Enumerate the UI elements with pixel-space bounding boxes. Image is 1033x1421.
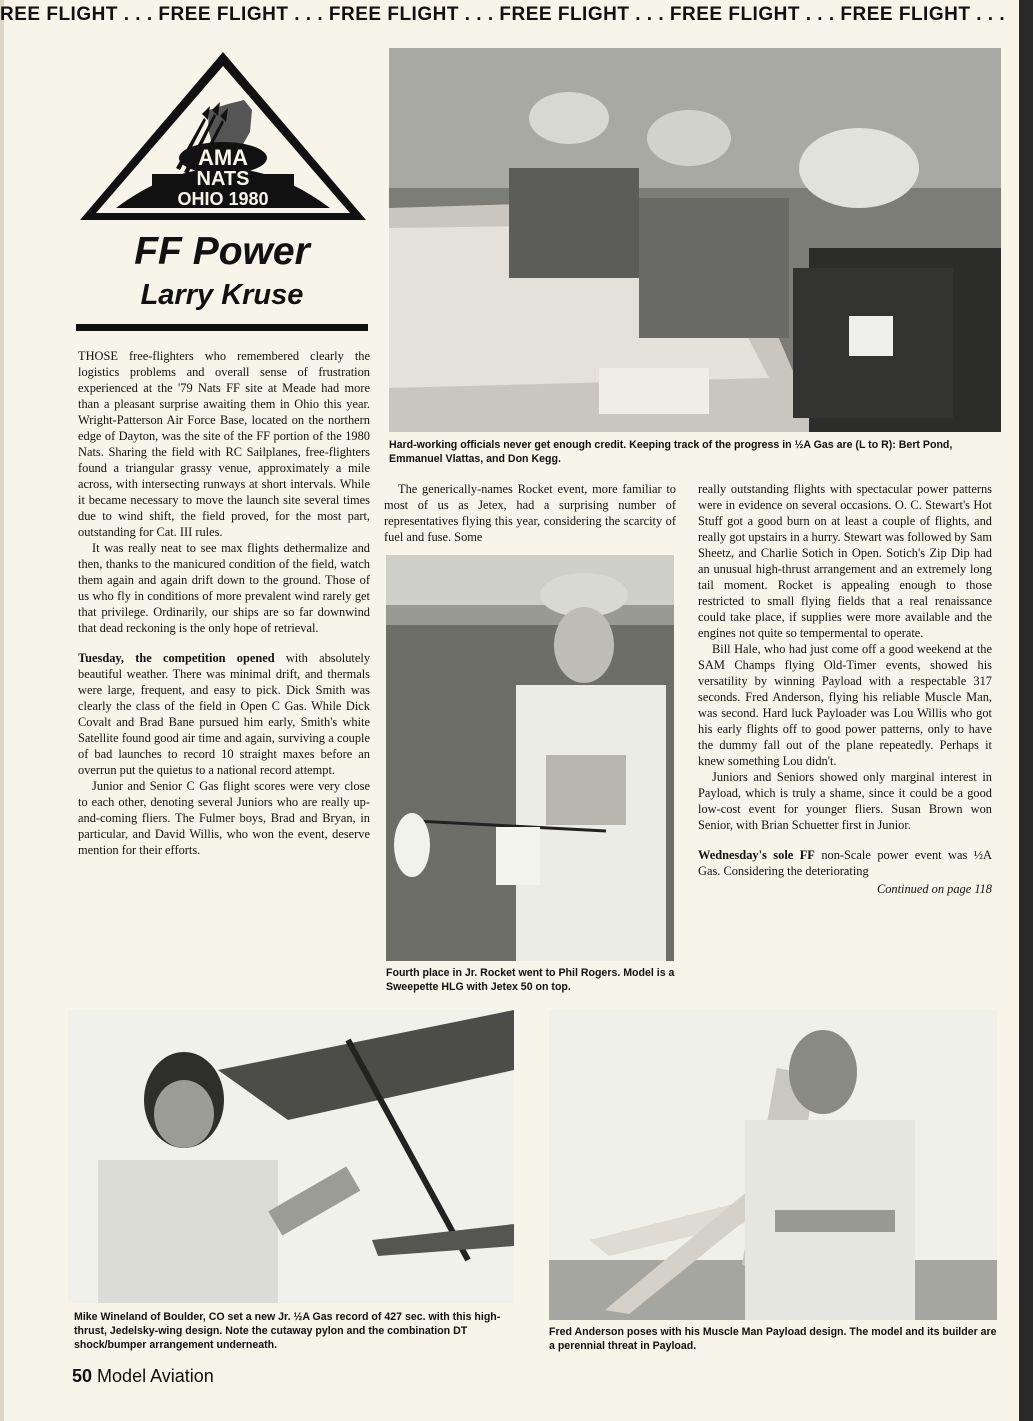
- logo-year-text: OHIO 1980: [177, 189, 269, 209]
- paragraph: The generically-names Rocket event, more familiar to most of us as Jetex, had a surprising number of representatives flying this year, considering the scarcity of fuel and fuse. Some: [384, 482, 676, 544]
- article-column-2: [384, 481, 676, 545]
- title-rule: [76, 324, 368, 331]
- paragraph: It was really neat to see max flights dethermalize and then, thanks to the manicured condition of the field, watch them again and again drift down to the ground. Those of us who fly in conditions of more prevalent wind rarely get that privilege. Ordinarily, our ships are so far downwind that dead reckoning is the only hope of retrieval.: [78, 541, 370, 635]
- paragraph-body: non-Scale power event was ½A Gas. Considering the deteriorating: [698, 848, 993, 878]
- section-banner: REE FLIGHT . . . FREE FLIGHT . . . FREE FLIGHT . . . FREE FLIGHT . . . FREE FLIGHT . . . FREE FLIGHT . . .: [0, 4, 1006, 25]
- paragraph: [698, 847, 992, 879]
- continued-note: Continued on page 118: [876, 882, 992, 896]
- ama-nats-logo: [76, 48, 370, 228]
- photo-phil-rogers: [386, 555, 674, 961]
- page-edge-left: [0, 0, 4, 1421]
- page-folio: [72, 1366, 214, 1387]
- paragraph-lead: Wednesday's sole FF: [698, 848, 815, 862]
- photo-officials: [389, 48, 1001, 432]
- article-column-1: [78, 348, 370, 858]
- article-author: Larry Kruse: [140, 279, 304, 311]
- caption-mike-wineland: Mike Wineland of Boulder, CO set a new Jr. ½A Gas record of 427 sec. with this high-thrust, Jedelsky-wing design. Note the cutaway pylon and the combination DT shock/bumper arrangement underneath.: [74, 1311, 501, 1351]
- paragraph: THOSE free-flighters who remembered clearly the logistics problems and overall sense of frustration experienced at the '79 Nats FF site at Meade had more than a pleasant surprise awaiting them in Ohio this year. Wright-Patterson Air Force Base, located on the northern edge of Dayton, was the site of the FF portion of the 1980 Nats. Sharing the field with RC Sailplanes, free-flighters found a triangular grassy venue, approximately a mile across, with intersecting runways at short intervals. While it became necessary to move the launch site several times due to wind shift, the field proved, for the most part, outstanding for Cat. III rules.: [78, 349, 370, 539]
- page-edge-right: [1019, 0, 1033, 1421]
- paragraph: [78, 650, 370, 778]
- paragraph-body: with absolutely beautiful weather. There was minimal drift, and thermals were large, frequent, and easy to pick. Dick Smith was clearly the class of the field in Open C Gas. While Dick Covalt and Brad Bane pursued him early, Smith's white Satellite found good air time and again, surviving a couple of bad launches to record 10 straight maxes before an overrun put the quietus to a national record attempt.: [78, 651, 371, 777]
- photo-mike-wineland: [68, 1010, 514, 1303]
- caption-fred-anderson: Fred Anderson poses with his Muscle Man Payload design. The model and its builder are a perennial threat in Payload.: [549, 1326, 997, 1352]
- magazine-name: Model Aviation: [97, 1366, 214, 1386]
- logo-nats-text: NATS: [196, 168, 250, 190]
- article-title: FF Power: [134, 230, 310, 273]
- page-number: 50: [72, 1366, 93, 1386]
- paragraph: Juniors and Seniors showed only marginal interest in Payload, which is truly a shame, since it could be a good low-cost event for younger fliers. Susan Brown won Senior, with Brian Schuetter first in Junior.: [698, 770, 992, 832]
- paragraph: really outstanding flights with spectacular power patterns were in evidence on several occasions. O. C. Stewart's Hot Stuff got a good burn on at least a couple of flights, and really got upstairs in a hurry. Stewart was followed by Sam Sheetz, and Charlie Sotich in Open. Sotich's Zip Dip had an unusual high-thrust arrangement and an extremely long tail moment. Rocket is appealing enough to those restricted to small flying fields that a real renaissance could take place, if supplies were more available and the engines not quite so tempermental to operate.: [698, 482, 992, 640]
- paragraph-lead: Tuesday, the competition opened: [78, 651, 275, 665]
- caption-officials: Hard-working officials never get enough credit. Keeping track of the progress in ½A Gas are (L to R): Bert Pond, Emmanuel Vlattas, and Don Kegg.: [389, 439, 953, 465]
- logo-ama-text: AMA: [197, 145, 249, 170]
- photo-fred-anderson: [549, 1010, 997, 1320]
- paragraph: Junior and Senior C Gas flight scores were very close to each other, denoting several Juniors who are really up-and-coming fliers. The Fulmer boys, Brad and Bryan, in particular, and David Willis, who won the event, deserve mention for their efforts.: [78, 779, 370, 857]
- caption-phil-rogers: Fourth place in Jr. Rocket went to Phil Rogers. Model is a Sweepette HLG with Jetex 50 on top.: [386, 967, 675, 993]
- paragraph: Bill Hale, who had just come off a good weekend at the SAM Champs flying Old-Timer events, showed his versatility by winning Payload with a respectable 317 seconds. Fred Anderson, flying his reliable Muscle Man, was second. Hard luck Payloader was Lou Willis who got his early flights off to good power patterns, only to have the dummy fall out of the plane repeatedly. Perhaps it knew something Lou didn't.: [698, 642, 992, 768]
- article-column-3: [698, 481, 992, 897]
